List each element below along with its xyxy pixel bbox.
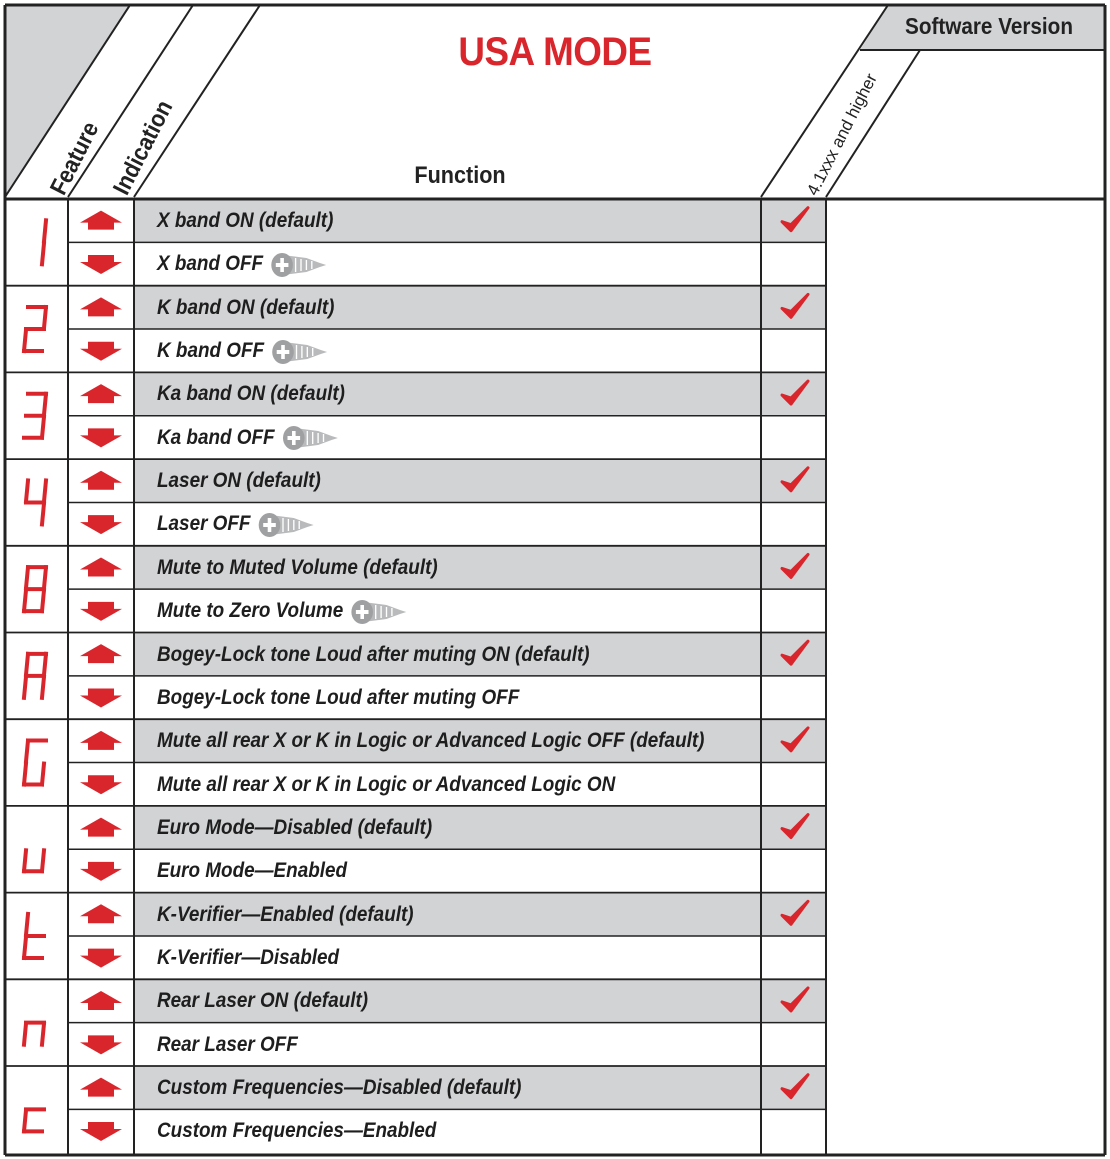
function-label: Bogey-Lock tone Loud after muting OFF [157, 685, 520, 709]
arrow-up-icon [80, 1078, 122, 1097]
function-label: Bogey-Lock tone Loud after muting ON (default) [157, 642, 590, 666]
feature-code-G [24, 741, 46, 785]
feature-code-n [24, 1023, 44, 1045]
arrow-up-icon [80, 384, 122, 403]
function-label: K-Verifier—Enabled (default) [157, 902, 414, 926]
arrow-down-icon [80, 342, 122, 361]
function-label: Mute to Muted Volume (default) [157, 555, 438, 579]
feature-code-3 [24, 394, 46, 438]
feature-column-heading: Feature [45, 117, 105, 200]
arrow-up-icon [80, 471, 122, 490]
arrow-up-icon [80, 557, 122, 576]
function-label: Custom Frequencies—Enabled [157, 1119, 437, 1143]
arrow-down-icon [80, 255, 122, 274]
arrow-down-icon [80, 1035, 122, 1054]
function-label: X band ON (default) [157, 209, 334, 232]
arrow-down-icon [80, 602, 122, 621]
function-label: X band OFF [157, 242, 326, 285]
version-column-heading: 4.1xxx and higher [803, 70, 881, 199]
software-version-heading: Software Version [905, 13, 1073, 39]
arrow-up-icon [80, 731, 122, 750]
function-label: Laser OFF [157, 502, 313, 545]
arrow-down-icon [80, 515, 122, 534]
function-column-heading: Function [414, 162, 506, 189]
plus-screw-icon [350, 599, 406, 625]
function-label: K band ON (default) [157, 295, 335, 319]
feature-code-u [24, 850, 44, 871]
plus-screw-icon [282, 425, 338, 451]
feature-code-A [24, 654, 46, 698]
arrow-down-icon [80, 1122, 122, 1141]
arrow-up-icon [80, 818, 122, 837]
function-label: Ka band OFF [157, 416, 338, 459]
feature-code-t [24, 914, 44, 958]
arrow-up-icon [80, 297, 122, 316]
arrow-up-icon [80, 644, 122, 663]
page-title: USA MODE [458, 30, 652, 74]
plus-screw-icon [258, 512, 314, 538]
function-label: Ka band ON (default) [157, 382, 345, 406]
arrow-up-icon [80, 991, 122, 1010]
arrow-down-icon [80, 949, 122, 968]
arrow-down-icon [80, 862, 122, 881]
function-label: Laser ON (default) [157, 469, 321, 493]
function-label: Rear Laser OFF [157, 1032, 298, 1056]
plus-screw-icon [271, 339, 327, 365]
feature-code-4 [26, 480, 46, 524]
function-label: K band OFF [157, 329, 327, 372]
function-label: Mute all rear X or K in Logic or Advanced Logic OFF (default) [157, 729, 705, 753]
function-label: Euro Mode—Disabled (default) [157, 815, 433, 839]
arrow-up-icon [80, 211, 122, 230]
feature-code-1 [42, 220, 46, 264]
feature-code-2 [24, 307, 46, 351]
function-label: Custom Frequencies—Disabled (default) [157, 1076, 522, 1099]
plus-screw-icon [270, 252, 326, 278]
arrow-down-icon [80, 428, 122, 447]
arrow-down-icon [80, 689, 122, 708]
function-label: Mute all rear X or K in Logic or Advanced Logic ON [157, 772, 616, 796]
function-label: K-Verifier—Disabled [157, 945, 340, 969]
function-label: Mute to Zero Volume [157, 589, 406, 632]
feature-code-8 [24, 567, 46, 611]
function-label: Rear Laser ON (default) [157, 989, 369, 1013]
function-label: Euro Mode—Enabled [157, 859, 348, 883]
arrow-up-icon [80, 904, 122, 923]
indication-column-heading: Indication [108, 96, 179, 200]
arrow-down-icon [80, 775, 122, 794]
feature-code-c [24, 1109, 44, 1131]
